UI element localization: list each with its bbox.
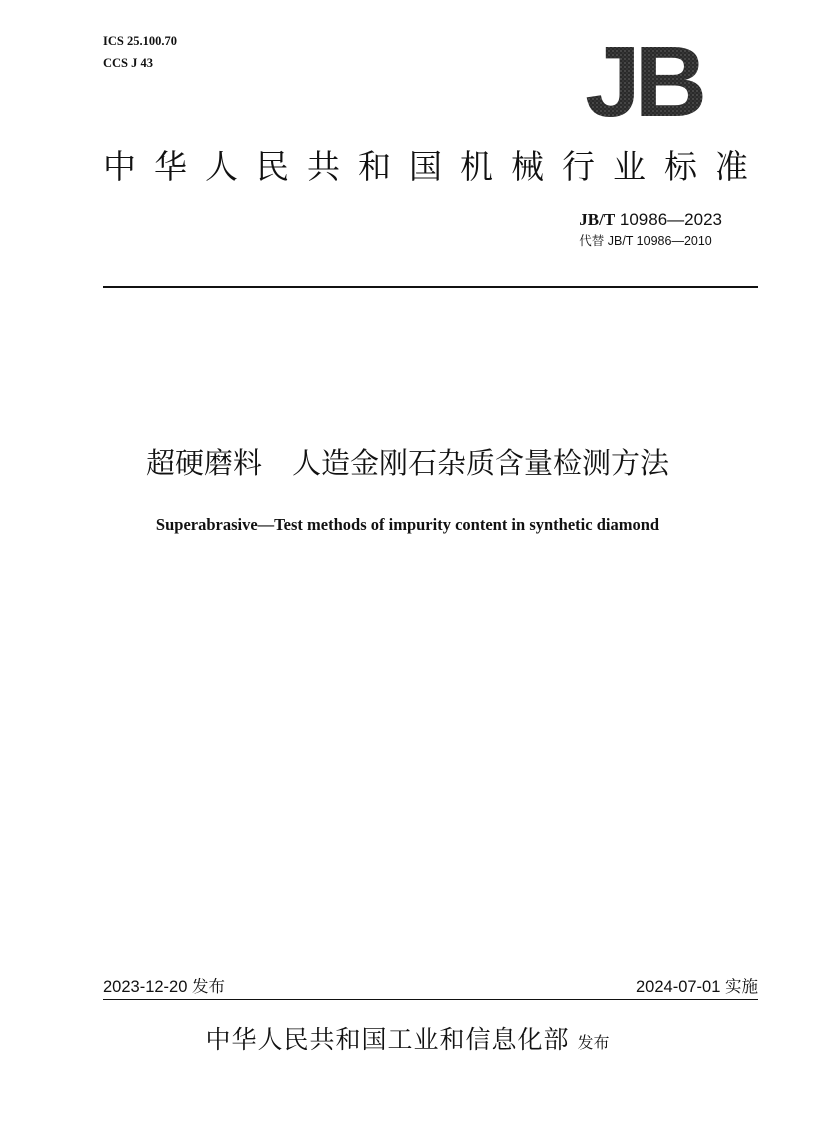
svg-text:JB: JB <box>585 38 701 120</box>
ics-code: ICS 25.100.70 <box>103 34 177 48</box>
footer-divider <box>103 999 758 1000</box>
standard-number <box>579 208 722 232</box>
title-cn-part1: 超硬磨料 <box>145 446 262 480</box>
classification-codes <box>103 30 177 74</box>
effective-date: 2024-07-01 实施 <box>636 978 758 996</box>
standard-code: 10986—2023 <box>615 210 722 229</box>
ccs-code: CCS J 43 <box>103 56 154 70</box>
header-divider <box>103 286 758 288</box>
industry-standard-title: 中华人民共和国机械行业标准 <box>103 147 766 186</box>
publisher-line <box>0 1022 815 1058</box>
publisher-name: 中华人民共和国工业和信息化部 <box>205 1025 570 1054</box>
jb-logo <box>568 38 718 120</box>
standard-prefix: JB/T <box>579 210 616 229</box>
title-cn-part2: 人造金刚石杂质含量检测方法 <box>292 446 670 480</box>
publisher-action: 发布 <box>577 1033 610 1052</box>
document-title-cn <box>0 440 815 486</box>
replaces-standard: 代替 JB/T 10986—2010 <box>579 234 712 248</box>
document-title-en: Superabrasive—Test methods of impurity content in synthetic diamond <box>155 515 660 534</box>
issue-date: 2023-12-20 发布 <box>103 978 225 996</box>
standard-number-block <box>579 208 722 250</box>
